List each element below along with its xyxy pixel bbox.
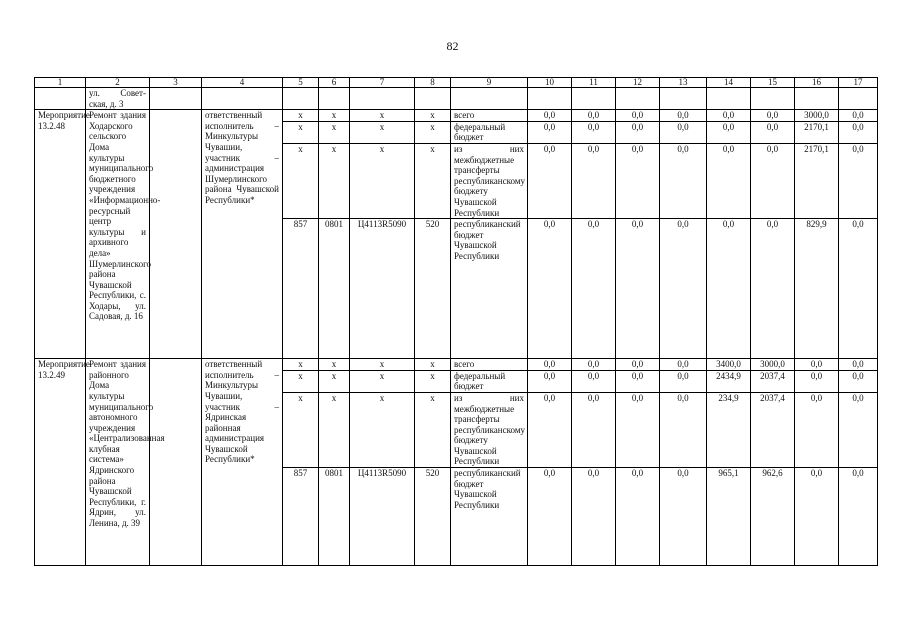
value-cell: 0,0	[616, 359, 660, 371]
code-cell: 857	[283, 219, 319, 359]
header-cell: 16	[795, 78, 839, 88]
code-cell: x	[415, 143, 451, 218]
code-cell: x	[283, 392, 319, 467]
code-cell: x	[415, 392, 451, 467]
value-cell: 0,0	[660, 121, 707, 143]
header-cell: 7	[350, 78, 415, 88]
value-cell: 962,6	[751, 468, 795, 566]
value-cell: 0,0	[795, 468, 839, 566]
code-cell: x	[350, 143, 415, 218]
measure-name: Ремонт здания Ходарского сельского Дома культуры муниципального бюджетного учреждения «Информационно-ресурсный центр культуры и архивного дела» Шумерлинского района Чувашской Республики, с. Ходары, ул. Садовая, д. 16	[86, 110, 150, 359]
funding-source: федеральный бюджет	[451, 121, 528, 143]
header-cell: 12	[616, 78, 660, 88]
header-cell: 5	[283, 78, 319, 88]
value-cell: 3000,0	[751, 359, 795, 371]
header-cell: 6	[319, 78, 350, 88]
value-cell: 2037,4	[751, 370, 795, 392]
value-cell: 0,0	[616, 468, 660, 566]
code-cell: x	[350, 110, 415, 122]
value-cell: 0,0	[616, 219, 660, 359]
value-cell: 0,0	[572, 392, 616, 467]
value-cell: 0,0	[572, 359, 616, 371]
value-cell: 0,0	[751, 143, 795, 218]
value-cell: 0,0	[528, 392, 572, 467]
value-cell: 0,0	[528, 110, 572, 122]
value-cell: 0,0	[839, 359, 878, 371]
value-cell: 0,0	[528, 359, 572, 371]
measure-executor: ответственный исполнитель – Минкультуры Чувашии, участник – Ядринская районная администрация Чувашской Республики*	[202, 359, 283, 566]
value-cell: 0,0	[572, 468, 616, 566]
funding-source: всего	[451, 110, 528, 122]
header-cell: 9	[451, 78, 528, 88]
value-cell: 0,0	[707, 121, 751, 143]
header-cell: 2	[86, 78, 150, 88]
measure-label: Мероприятие 13.2.48	[35, 110, 86, 359]
value-cell: 0,0	[795, 392, 839, 467]
table-row	[35, 110, 878, 122]
value-cell: 0,0	[839, 110, 878, 122]
code-cell: x	[415, 370, 451, 392]
funding-source: республиканский бюджет Чувашской Республики	[451, 468, 528, 566]
header-cell: 4	[202, 78, 283, 88]
value-cell: 0,0	[795, 370, 839, 392]
value-cell: 0,0	[616, 370, 660, 392]
code-cell: x	[319, 143, 350, 218]
code-cell: Ц4113R5090	[350, 219, 415, 359]
code-cell: x	[350, 370, 415, 392]
table-row	[35, 359, 878, 371]
code-cell: x	[319, 121, 350, 143]
code-cell: x	[350, 392, 415, 467]
value-cell: 0,0	[528, 143, 572, 218]
value-cell: 0,0	[707, 219, 751, 359]
continuation-row	[35, 88, 878, 110]
header-row	[35, 78, 878, 88]
value-cell: 0,0	[839, 370, 878, 392]
value-cell: 0,0	[751, 219, 795, 359]
value-cell: 0,0	[707, 110, 751, 122]
value-cell: 2037,4	[751, 392, 795, 467]
measure-name: Ремонт здания районного Дома культуры муниципального автономного учреждения «Централизованная клубная система» Ядринского района Чувашской Республики, г. Ядрин, ул. Ленина, д. 39	[86, 359, 150, 566]
value-cell: 0,0	[616, 143, 660, 218]
value-cell: 0,0	[707, 143, 751, 218]
code-cell: x	[350, 359, 415, 371]
funding-source: всего	[451, 359, 528, 371]
header-cell: 1	[35, 78, 86, 88]
code-cell: x	[319, 110, 350, 122]
value-cell: 234,9	[707, 392, 751, 467]
header-cell: 3	[150, 78, 202, 88]
code-cell: x	[283, 121, 319, 143]
value-cell: 0,0	[751, 121, 795, 143]
measure-label: Мероприятие 13.2.49	[35, 359, 86, 566]
measure-executor: ответственный исполнитель – Минкультуры Чувашии, участник – администрация Шумерлинского района Чувашской Республики*	[202, 110, 283, 359]
value-cell: 0,0	[839, 219, 878, 359]
header-cell: 10	[528, 78, 572, 88]
value-cell: 0,0	[528, 219, 572, 359]
value-cell: 0,0	[839, 143, 878, 218]
page-number: 82	[446, 39, 459, 53]
code-cell: x	[283, 143, 319, 218]
value-cell: 0,0	[660, 359, 707, 371]
value-cell: 2434,9	[707, 370, 751, 392]
empty-cell	[150, 359, 202, 566]
value-cell: 0,0	[660, 110, 707, 122]
code-cell: 857	[283, 468, 319, 566]
code-cell: x	[415, 121, 451, 143]
value-cell: 0,0	[795, 359, 839, 371]
empty-cell	[150, 110, 202, 359]
value-cell: 0,0	[839, 468, 878, 566]
budget-table	[34, 77, 878, 566]
value-cell: 0,0	[660, 219, 707, 359]
header-cell: 11	[572, 78, 616, 88]
code-cell: x	[319, 392, 350, 467]
code-cell: x	[415, 359, 451, 371]
code-cell: x	[319, 370, 350, 392]
header-cell: 14	[707, 78, 751, 88]
code-cell: 0801	[319, 468, 350, 566]
funding-source: республиканский бюджет Чувашской Республики	[451, 219, 528, 359]
header-cell: 17	[839, 78, 878, 88]
value-cell: 0,0	[572, 370, 616, 392]
code-cell: 520	[415, 219, 451, 359]
value-cell: 0,0	[616, 110, 660, 122]
value-cell: 0,0	[660, 392, 707, 467]
code-cell: x	[283, 370, 319, 392]
value-cell: 0,0	[839, 121, 878, 143]
code-cell: x	[319, 359, 350, 371]
value-cell: 0,0	[751, 110, 795, 122]
value-cell: 0,0	[616, 121, 660, 143]
value-cell: 0,0	[660, 143, 707, 218]
funding-source: федеральный бюджет	[451, 370, 528, 392]
code-cell: x	[415, 110, 451, 122]
value-cell: 829,9	[795, 219, 839, 359]
header-cell: 13	[660, 78, 707, 88]
code-cell: 0801	[319, 219, 350, 359]
value-cell: 0,0	[528, 370, 572, 392]
value-cell: 0,0	[839, 392, 878, 467]
value-cell: 0,0	[528, 121, 572, 143]
value-cell: 965,1	[707, 468, 751, 566]
code-cell: x	[283, 110, 319, 122]
value-cell: 0,0	[572, 110, 616, 122]
value-cell: 0,0	[616, 392, 660, 467]
value-cell: 0,0	[572, 143, 616, 218]
value-cell: 0,0	[572, 219, 616, 359]
value-cell: 3400,0	[707, 359, 751, 371]
header-cell: 8	[415, 78, 451, 88]
value-cell: 2170,1	[795, 121, 839, 143]
code-cell: x	[350, 121, 415, 143]
value-cell: 0,0	[572, 121, 616, 143]
code-cell: Ц4113R5090	[350, 468, 415, 566]
value-cell: 0,0	[528, 468, 572, 566]
funding-source: из них межбюджетные трансферты республиканскому бюджету Чувашской Республики	[451, 392, 528, 467]
code-cell: x	[283, 359, 319, 371]
continuation-name: ул. Совет-ская, д. 3	[86, 88, 150, 110]
header-cell: 15	[751, 78, 795, 88]
value-cell: 0,0	[660, 370, 707, 392]
value-cell: 0,0	[660, 468, 707, 566]
value-cell: 2170,1	[795, 143, 839, 218]
value-cell: 3000,0	[795, 110, 839, 122]
code-cell: 520	[415, 468, 451, 566]
funding-source: из них межбюджетные трансферты республиканскому бюджету Чувашской Республики	[451, 143, 528, 218]
